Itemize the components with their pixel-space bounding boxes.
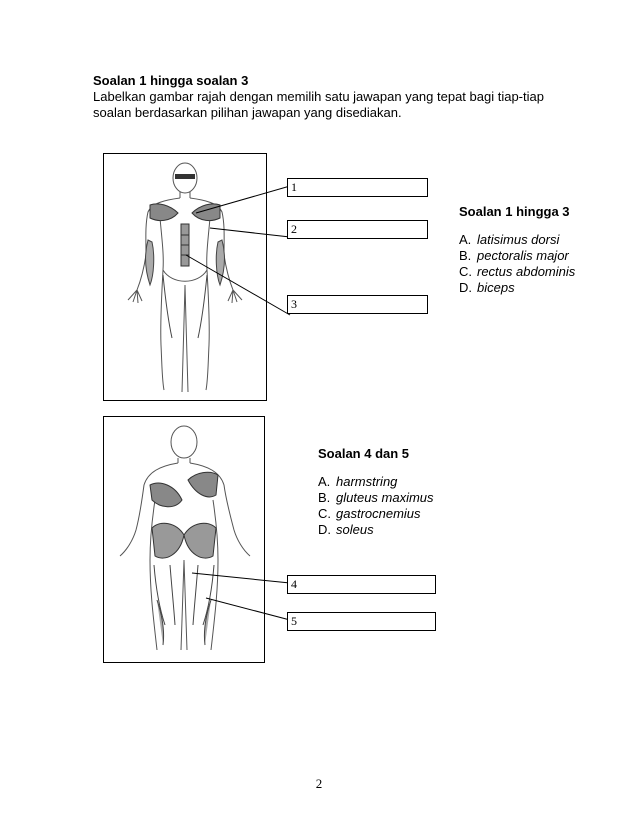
section-title: Soalan 1 hingga soalan 3 (93, 73, 249, 88)
answer-box-number: 2 (291, 222, 297, 236)
option-text: rectus abdominis (477, 264, 576, 279)
option-letter: D. (459, 280, 472, 295)
option-item (318, 522, 434, 538)
front-eyes (175, 174, 195, 179)
option-letter: C. (318, 506, 331, 521)
option-item (318, 506, 434, 522)
option-letter: B. (318, 490, 331, 505)
answer-box-number: 4 (291, 577, 297, 591)
options-list (459, 232, 575, 296)
option-text: latisimus dorsi (477, 232, 560, 247)
option-text: gastrocnemius (336, 506, 421, 521)
option-text: soleus (336, 522, 374, 537)
back-head (171, 426, 197, 458)
options-heading: Soalan 4 dan 5 (318, 446, 410, 461)
option-letter: B. (459, 248, 472, 263)
instruction-text: Labelkan gambar rajah dengan memilih satu jawapan yang tepat bagi tiap-tiap soalan berdasarkan pilihan jawapan yang disediakan. (93, 89, 544, 120)
leader-line-3 (186, 255, 290, 315)
answer-box-number: 5 (291, 614, 297, 628)
option-letter: D. (318, 522, 331, 537)
leader-line-5 (206, 598, 290, 620)
answer-box-number: 3 (291, 297, 297, 311)
option-text: harmstring (336, 474, 398, 489)
answer-box-4[interactable] (287, 575, 436, 594)
answer-box-1[interactable] (287, 178, 428, 197)
answer-box-3[interactable] (287, 295, 428, 314)
option-text: gluteus maximus (336, 490, 434, 505)
option-item (459, 232, 575, 248)
page-number: 2 (315, 776, 323, 791)
options-heading: Soalan 1 hingga 3 (459, 204, 570, 219)
option-letter: A. (459, 232, 472, 247)
option-text: biceps (477, 280, 515, 295)
option-item (459, 280, 575, 296)
back-body-drawing (120, 426, 250, 650)
answer-box-2[interactable] (287, 220, 428, 239)
option-item (459, 264, 575, 280)
option-item (318, 490, 434, 506)
option-letter: A. (318, 474, 331, 489)
option-letter: C. (459, 264, 472, 279)
answer-box-5[interactable] (287, 612, 436, 631)
options-list (318, 474, 434, 538)
options-panel-2 (318, 446, 434, 538)
option-text: pectoralis major (477, 248, 569, 263)
leader-line-4 (192, 573, 290, 583)
option-item (459, 248, 575, 264)
answer-box-number: 1 (291, 180, 297, 194)
option-item (318, 474, 434, 490)
leader-line-2 (210, 228, 290, 237)
options-panel-1 (459, 204, 575, 296)
leader-line-1 (196, 186, 290, 213)
